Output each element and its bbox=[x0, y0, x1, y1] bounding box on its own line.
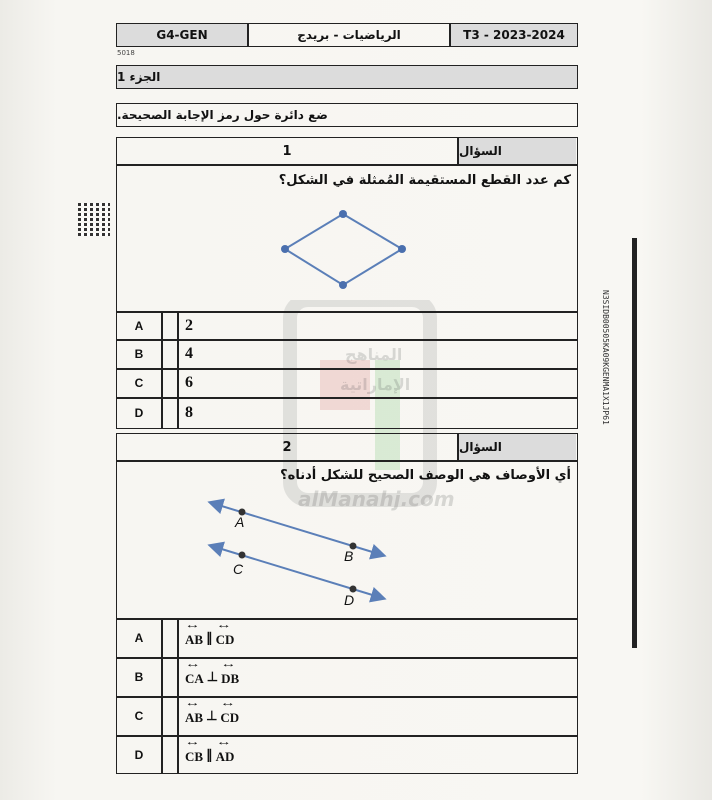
q1-option-b-letter[interactable]: B bbox=[134, 347, 144, 361]
q2-option-a-letter[interactable]: A bbox=[134, 631, 144, 645]
subject-label: الرياضيات - بريدج bbox=[297, 28, 401, 42]
rhombus-figure bbox=[277, 204, 407, 294]
section-box bbox=[116, 65, 578, 89]
question-2-number: 2 bbox=[282, 439, 292, 455]
q2-option-a-value[interactable] bbox=[179, 619, 569, 657]
q2-option-d-letter[interactable]: D bbox=[134, 747, 144, 762]
parallel-lines-figure bbox=[207, 494, 397, 609]
label-point-b: B bbox=[344, 548, 354, 564]
rhombus-vertex-bottom bbox=[339, 281, 347, 289]
rhombus-vertex-top bbox=[339, 210, 347, 218]
label-point-a: A bbox=[235, 514, 245, 530]
question-1-number: 1 bbox=[282, 143, 292, 159]
q1-option-a-letter[interactable]: A bbox=[134, 318, 144, 333]
question-1-text: كم عدد القطع المستقيمة المُمثلة في الشكل؟ bbox=[278, 173, 571, 188]
vec-right: ↔ CD bbox=[220, 706, 239, 726]
vec-left: ↔ CB bbox=[185, 745, 203, 765]
question-2-text: أي الأوصاف هي الوصف الصحيح للشكل أدناه؟ bbox=[280, 468, 571, 483]
q2-option-b-letter[interactable]: B bbox=[134, 670, 144, 684]
relation-symbol: ∥ bbox=[206, 746, 213, 762]
q1-option-d-value[interactable]: 8 bbox=[185, 403, 193, 421]
rhombus-vertex-right bbox=[398, 245, 406, 253]
point-c bbox=[239, 552, 246, 559]
term-label: T3 - 2023-2024 bbox=[451, 24, 577, 46]
q1-option-d-letter[interactable]: D bbox=[134, 405, 144, 420]
vec-right: ↔ CD bbox=[216, 628, 235, 648]
watermark-text-2: الإماراتية bbox=[340, 375, 411, 394]
q2-option-c-letter[interactable]: C bbox=[134, 709, 144, 723]
question-2 bbox=[116, 433, 578, 774]
q1-option-c-letter[interactable]: C bbox=[134, 376, 144, 390]
exam-header bbox=[116, 23, 578, 47]
q2-option-d-value[interactable] bbox=[179, 736, 569, 773]
relation-symbol: ∥ bbox=[206, 630, 213, 645]
q2-option-c-value[interactable] bbox=[179, 697, 569, 735]
watermark-url: alManahj.com bbox=[298, 487, 455, 511]
binder-edge bbox=[632, 238, 637, 648]
question-1 bbox=[116, 137, 578, 429]
vec-left: ↔ AB bbox=[185, 628, 203, 648]
relation-symbol: ⊥ bbox=[206, 708, 218, 723]
label-point-d: D bbox=[344, 592, 355, 608]
relation-symbol: ⊥ bbox=[206, 669, 219, 684]
instruction-box bbox=[116, 103, 578, 127]
rhombus-vertex-left bbox=[281, 245, 289, 253]
q2-option-b-value[interactable] bbox=[179, 658, 569, 696]
section-label: الجزء 1 bbox=[117, 70, 161, 84]
vec-right: ↔ AD bbox=[216, 745, 235, 765]
q1-option-a-value[interactable]: 2 bbox=[185, 316, 193, 334]
vec-left: ↔ AB bbox=[185, 706, 203, 726]
side-code: N3SIDB00505KA09KGENMA1X1JP61 bbox=[601, 290, 610, 425]
grade-label: G4-GEN bbox=[117, 24, 247, 46]
vec-right: ↔ DB bbox=[221, 667, 239, 687]
q1-option-b-value[interactable]: 4 bbox=[185, 345, 193, 362]
instruction-text: ضع دائرة حول رمز الإجابة الصحيحة. bbox=[117, 108, 328, 122]
page-code: 5018 bbox=[117, 49, 135, 57]
question-2-label: السؤال bbox=[459, 434, 576, 460]
q1-option-c-value[interactable]: 6 bbox=[185, 374, 193, 391]
watermark-text-1: المناهج bbox=[345, 345, 403, 364]
vec-left: ↔ CA bbox=[185, 667, 204, 687]
question-1-label: السؤال bbox=[459, 138, 576, 164]
label-point-c: C bbox=[233, 561, 244, 577]
qr-code bbox=[78, 202, 110, 236]
